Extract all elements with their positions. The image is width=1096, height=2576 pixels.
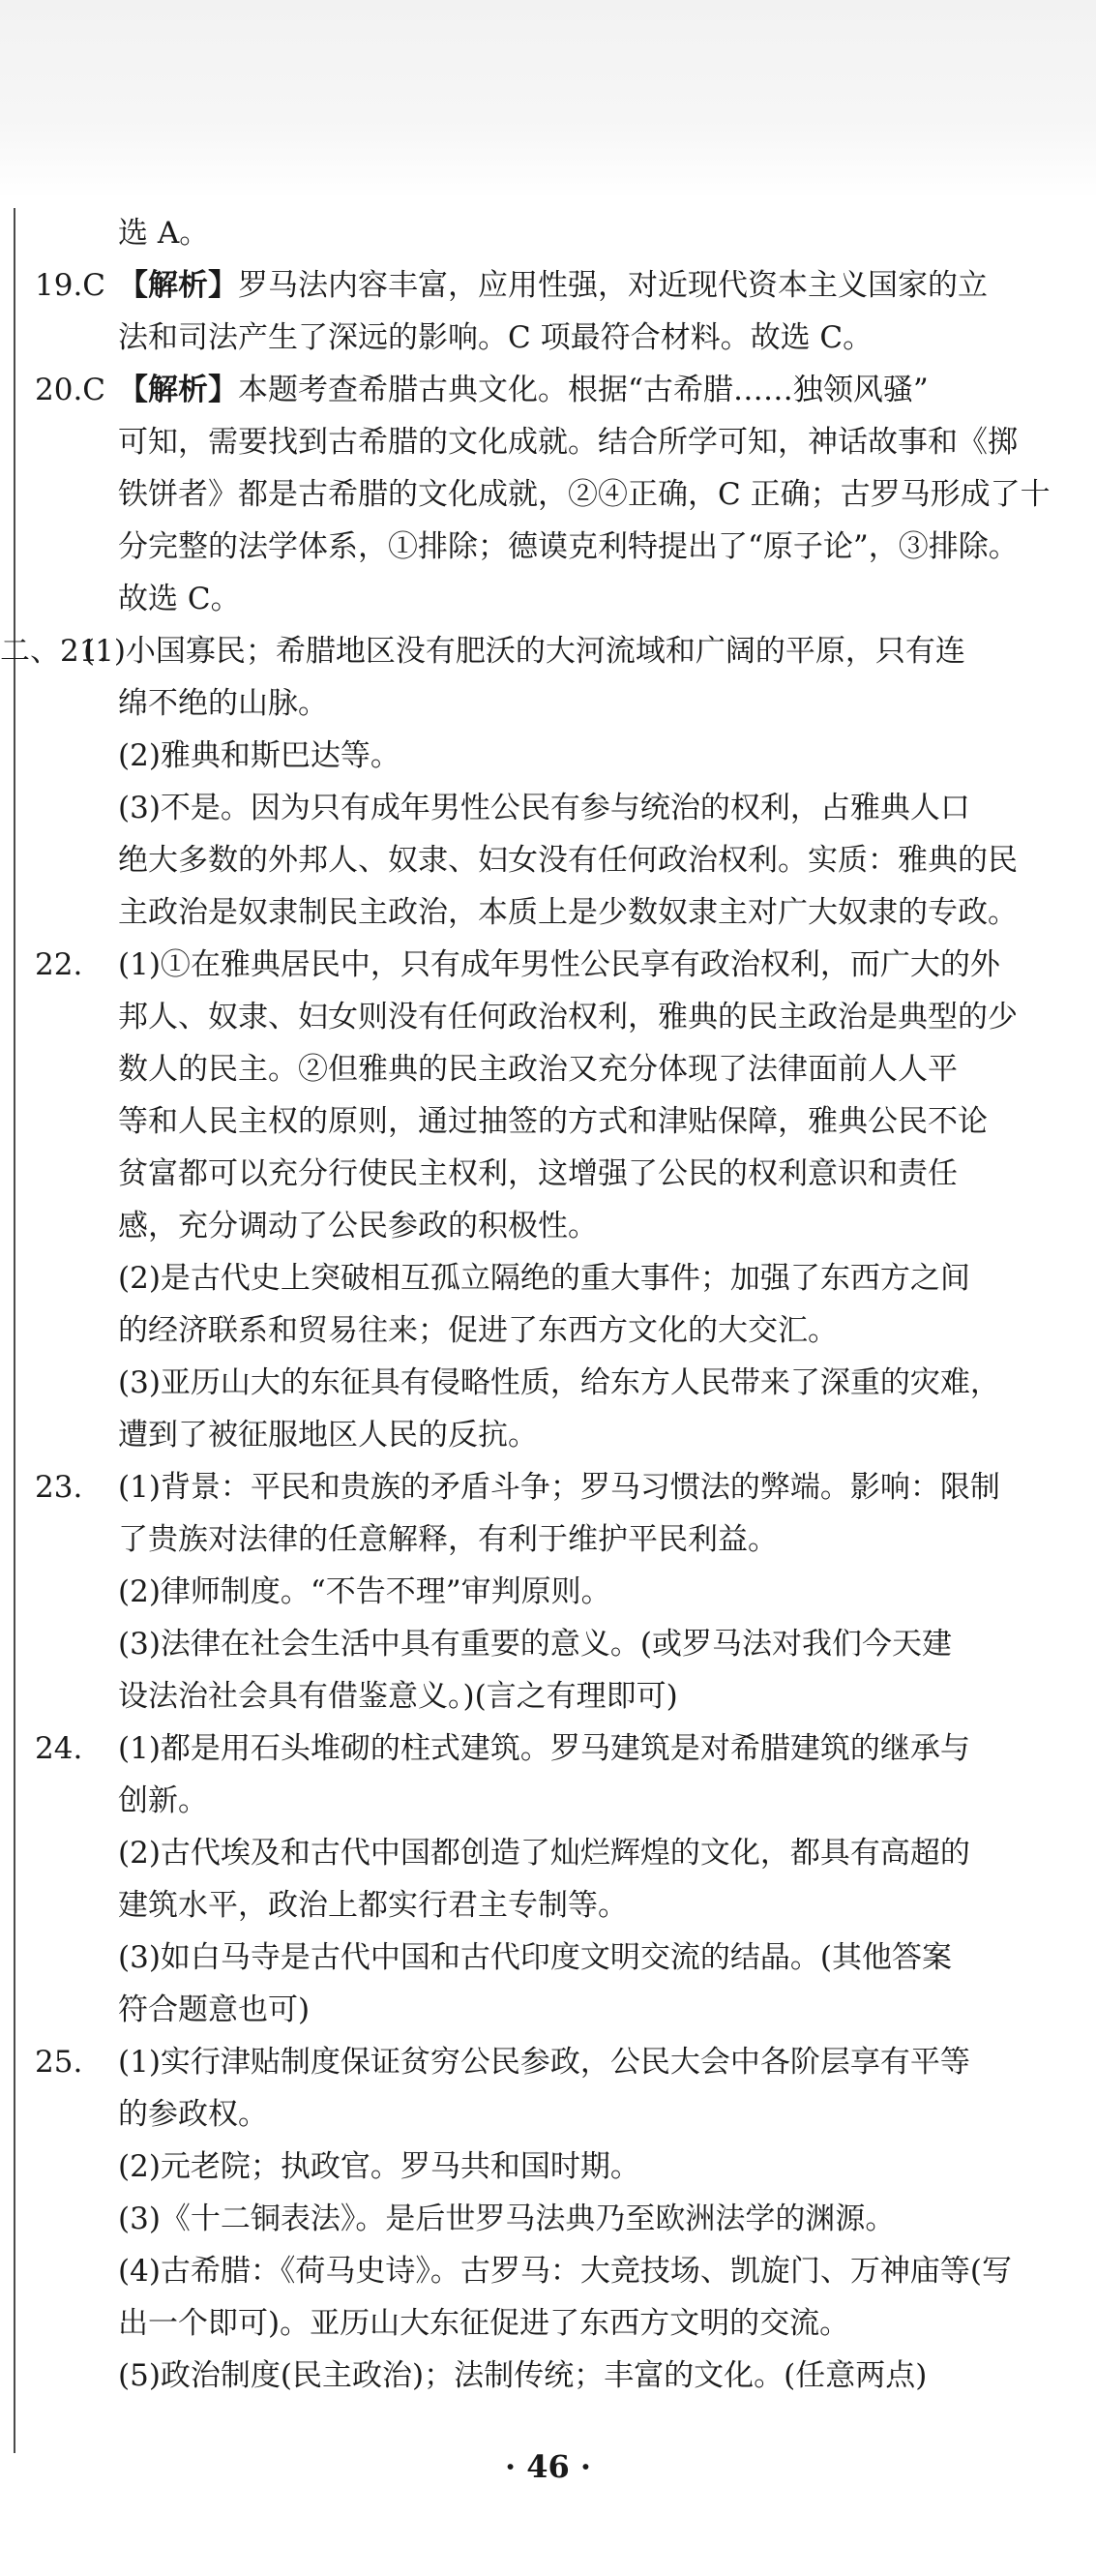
line-text: 分完整的法学体系，①排除；德谟克利特提出了“原子论”，③排除。 [118, 529, 1019, 564]
text-line [35, 1513, 1070, 1566]
text-line [35, 1618, 1070, 1670]
line-text: 主政治是奴隶制民主政治，本质上是少数奴隶主对广大奴隶的专政。 [118, 895, 1018, 930]
line-text: 创新。 [118, 1783, 208, 1818]
text-line [35, 521, 1070, 573]
line-text: 感，充分调动了公民参政的积极性。 [118, 1209, 598, 1243]
text-line [35, 886, 1070, 939]
line-text: 设法治社会具有借鉴意义。)(言之有理即可) [118, 1679, 678, 1714]
line-text: (3)不是。因为只有成年男性公民有参与统治的权利，占雅典人口 [118, 791, 970, 825]
text-line [35, 677, 1070, 730]
line-text: (3)法律在社会生活中具有重要的意义。(或罗马法对我们今天建 [118, 1627, 953, 1662]
line-text: 【解析】本题考查希腊古典文化。根据“古希腊……独领风骚” [118, 373, 929, 407]
line-text: 建筑水平，政治上都实行君主专制等。 [118, 1888, 628, 1923]
text-line [35, 1095, 1070, 1148]
text-line [35, 2193, 1070, 2245]
text-line [35, 468, 1070, 521]
question-number: 20.C [35, 373, 106, 407]
line-text: 的经济联系和贸易往来；促进了东西方文化的大交汇。 [118, 1313, 838, 1348]
line-text: (4)古希腊：《荷马史诗》。古罗马：大竞技场、凯旋门、万神庙等(写 [118, 2254, 1013, 2289]
text-line [35, 207, 1070, 259]
text-line [35, 2141, 1070, 2193]
text-line [35, 312, 1070, 364]
line-text: (5)政治制度(民主政治)；法制传统；丰富的文化。(任意两点) [118, 2358, 928, 2393]
line-text: (1)背景：平民和贵族的矛盾斗争；罗马习惯法的弊端。影响：限制 [118, 1470, 1000, 1505]
answer-text [0, 207, 1070, 2402]
text-line [35, 834, 1070, 886]
line-text: 绵不绝的山脉。 [118, 686, 328, 721]
left-margin-rule [14, 208, 15, 2453]
line-text: (2)古代埃及和古代中国都创造了灿烂辉煌的文化，都具有高超的 [118, 1836, 970, 1871]
line-text: 绝大多数的外邦人、奴隶、妇女没有任何政治权利。实质：雅典的民 [118, 843, 1018, 878]
text-line [35, 1357, 1070, 1409]
line-text: 邦人、奴隶、妇女则没有任何政治权利，雅典的民主政治是典型的少 [118, 1000, 1018, 1034]
text-line [35, 2245, 1070, 2297]
text-line [35, 2088, 1070, 2141]
text-line [35, 259, 1070, 312]
line-text: (2)元老院；执政官。罗马共和国时期。 [118, 2149, 640, 2184]
line-text: (1)小国寡民；希腊地区没有肥沃的大河流域和广阔的平原，只有连 [83, 634, 965, 669]
line-text: 符合题意也可) [118, 1992, 311, 2027]
text-line [0, 625, 1070, 677]
text-line [35, 1827, 1070, 1879]
text-line [35, 1043, 1070, 1095]
text-line [35, 1461, 1070, 1513]
line-text: 选 A。 [118, 216, 210, 251]
text-line [35, 1879, 1070, 1932]
line-text: 【解析】罗马法内容丰富，应用性强，对近现代资本主义国家的立 [118, 268, 988, 303]
line-text: (3)如白马寺是古代中国和古代印度文明交流的结晶。(其他答案 [118, 1940, 953, 1975]
text-line [35, 1304, 1070, 1357]
text-line [35, 939, 1070, 991]
question-number: 25. [35, 2045, 83, 2080]
line-text: (2)是古代史上突破相互孤立隔绝的重大事件；加强了东西方之间 [118, 1261, 970, 1296]
top-shade [0, 0, 1096, 198]
line-text: 出一个即可)。亚历山大东征促进了东西方文明的交流。 [118, 2306, 850, 2341]
text-line [35, 2297, 1070, 2350]
text-line [35, 416, 1070, 468]
page-number: · 46 · [504, 2448, 592, 2485]
line-text: (1)都是用石头堆砌的柱式建筑。罗马建筑是对希腊建筑的继承与 [118, 1731, 970, 1766]
line-text: 可知，需要找到古希腊的文化成就。结合所学可知，神话故事和《掷 [118, 425, 1018, 460]
text-line [35, 991, 1070, 1043]
question-number: 22. [35, 947, 83, 982]
line-text: 数人的民主。②但雅典的民主政治又充分体现了法律面前人人平 [118, 1052, 958, 1087]
line-text: 遭到了被征服地区人民的反抗。 [118, 1418, 538, 1453]
line-text: 铁饼者》都是古希腊的文化成就，②④正确，C 正确；古罗马形成了十 [118, 477, 1051, 512]
line-text: 了贵族对法律的任意解释，有利于维护平民利益。 [118, 1522, 778, 1557]
text-line [35, 2350, 1070, 2402]
text-line [35, 1409, 1070, 1461]
text-line [35, 1566, 1070, 1618]
line-text: (1)实行津贴制度保证贫穷公民参政，公民大会中各阶层享有平等 [118, 2045, 970, 2080]
question-number: 23. [35, 1470, 83, 1505]
line-text: (1)①在雅典居民中，只有成年男性公民享有政治权利，而广大的外 [118, 947, 1000, 982]
text-line [35, 782, 1070, 834]
text-line [35, 1148, 1070, 1200]
line-text: (2)雅典和斯巴达等。 [118, 738, 400, 773]
line-text: 的参政权。 [118, 2097, 268, 2132]
text-line [35, 2036, 1070, 2088]
question-number: 24. [35, 1731, 83, 1766]
line-text: 贫富都可以充分行使民主权利，这增强了公民的权利意识和责任 [118, 1156, 958, 1191]
text-line [35, 1984, 1070, 2036]
line-text: 故选 C。 [118, 582, 241, 616]
line-text: (3)亚历山大的东征具有侵略性质，给东方人民带来了深重的灾难， [118, 1365, 1000, 1400]
text-line [35, 1775, 1070, 1827]
line-text: 等和人民主权的原则，通过抽签的方式和津贴保障，雅典公民不论 [118, 1104, 988, 1139]
text-line [35, 1252, 1070, 1304]
text-line [35, 1932, 1070, 1984]
line-text: (2)律师制度。“不告不理”审判原则。 [118, 1574, 611, 1609]
text-line [35, 1722, 1070, 1775]
text-line [35, 573, 1070, 625]
text-line [35, 364, 1070, 416]
section-number: 二、21. [0, 634, 108, 669]
line-text: 法和司法产生了深远的影响。C 项最符合材料。故选 C。 [118, 320, 874, 355]
line-text: (3)《十二铜表法》。是后世罗马法典乃至欧洲法学的渊源。 [118, 2202, 896, 2236]
text-line [35, 730, 1070, 782]
question-number: 19.C [35, 268, 106, 303]
text-line [35, 1200, 1070, 1252]
text-line [35, 1670, 1070, 1722]
